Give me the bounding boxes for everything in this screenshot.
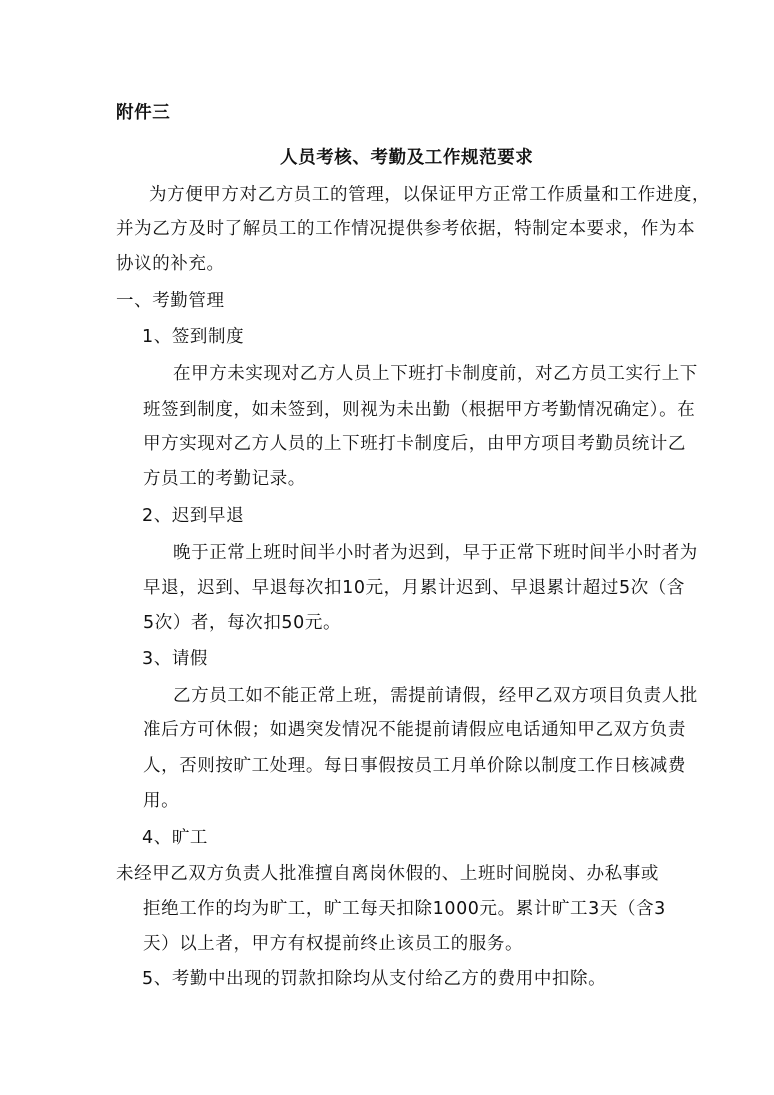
item4-line-1: 未经甲乙双方负责人批准擅自离岗休假的、上班时间脱岗、办私事或 xyxy=(116,864,659,884)
item1-line-3: 甲方实现对乙方人员的上下班打卡制度后，由甲方项目考勤员统计乙 xyxy=(143,434,686,454)
item-heading-leave: 3、请假 xyxy=(142,649,209,669)
section-heading-attendance: 一、考勤管理 xyxy=(116,291,225,311)
item3-line-3: 人，否则按旷工处理。每日事假按员工月单价除以制度工作日核减费 xyxy=(143,756,686,776)
item3-line-2: 准后方可休假；如遇突发情况不能提前请假应电话通知甲乙双方负责 xyxy=(143,720,686,740)
item3-line-1: 乙方员工如不能正常上班，需提前请假，经甲乙双方项目负责人批 xyxy=(173,686,698,706)
item2-line-1: 晚于正常上班时间半小时者为迟到，早于正常下班时间半小时者为 xyxy=(173,543,698,563)
item1-line-1: 在甲方未实现对乙方人员上下班打卡制度前，对乙方员工实行上下 xyxy=(173,364,698,384)
item-heading-sign-in: 1、签到制度 xyxy=(142,327,245,347)
item2-line-3: 5次）者，每次扣50元。 xyxy=(143,613,342,633)
item4-line-3: 天）以上者，甲方有权提前终止该员工的服务。 xyxy=(143,934,524,954)
intro-line-1: 为方便甲方对乙方员工的管理，以保证甲方正常工作质量和工作进度， xyxy=(149,185,711,205)
document-title: 人员考核、考勤及工作规范要求 xyxy=(280,148,534,168)
item-heading-absenteeism: 4、旷工 xyxy=(142,828,209,848)
item1-line-4: 方员工的考勤记录。 xyxy=(143,469,306,489)
item1-line-2: 班签到制度，如未签到，则视为未出勤（根据甲方考勤情况确定）。在 xyxy=(143,400,696,420)
intro-line-3: 协议的补充。 xyxy=(116,254,225,274)
item2-line-2: 早退，迟到、早退每次扣10元，月累计迟到、早退累计超过5次（含 xyxy=(143,578,685,598)
item3-line-4: 用。 xyxy=(143,791,180,811)
item4-line-2: 拒绝工作的均为旷工，旷工每天扣除1000元。累计旷工3天（含3 xyxy=(143,899,666,919)
attachment-label: 附件三 xyxy=(116,103,171,123)
item-heading-fines-deduction: 5、考勤中出现的罚款扣除均从支付给乙方的费用中扣除。 xyxy=(142,969,607,989)
intro-line-2: 并为乙方及时了解员工的工作情况提供参考依据，特制定本要求，作为本 xyxy=(116,219,696,239)
item-heading-late-early: 2、迟到早退 xyxy=(142,506,245,526)
